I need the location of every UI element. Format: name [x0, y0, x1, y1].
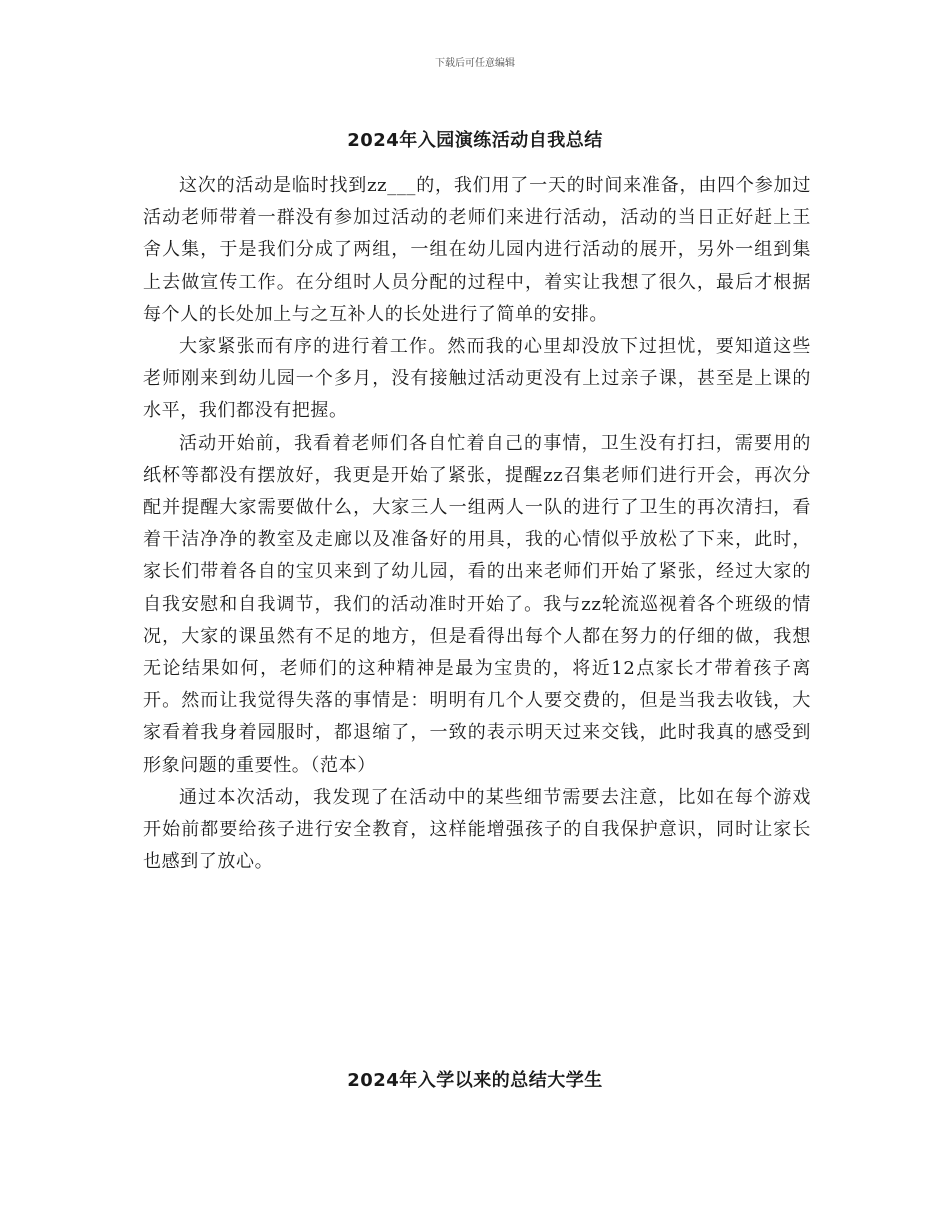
document-body	[143, 170, 811, 878]
paragraph-2: 大家紧张而有序的进行着工作。然而我的心里却没放下过担忧，要知道这些老师刚来到幼儿园一个多月，没有接触过活动更没有上过亲子课，甚至是上课的水平，我们都没有把握。	[143, 336, 811, 422]
paragraph-3: 活动开始前，我看着老师们各自忙着自己的事情，卫生没有打扫，需要用的纸杯等都没有摆放好，我更是开始了紧张，提醒zz召集老师们进行开会，再次分配并提醒大家需要做什么，大家三人一组两人一队的进行了卫生的再次清扫，看着干洁净净的教室及走廊以及准备好的用具，我的心情似乎放松了下来，此时，家长们带着各自的宝贝来到了幼儿园，看的出来老师们开始了紧张，经过大家的自我安慰和自我调节，我们的活动准时开始了。我与zz轮流巡视着各个班级的情况，大家的课虽然有不足的地方，但是看得出每个人都在努力的仔细的做，我想无论结果如何，老师们的这种精神是最为宝贵的，将近12点家长才带着孩子离开。然而让我觉得失落的事情是：明明有几个人要交费的，但是当我去收钱，大家看着我身着园服时，都退缩了，一致的表示明天过来交钱，此时我真的感受到形象问题的重要性。（范本）	[143, 432, 811, 776]
next-section-title: 2024年入学以来的总结大学生	[347, 1070, 603, 1091]
paragraph-4: 通过本次活动，我发现了在活动中的某些细节需要去注意，比如在每个游戏开始前都要给孩子进行安全教育，这样能增强孩子的自我保护意识，同时让家长也感到了放心。	[143, 786, 811, 873]
document-title: 2024年入园演练活动自我总结	[347, 130, 603, 151]
paragraph-1: 这次的活动是临时找到zz___的，我们用了一天的时间来准备，由四个参加过活动老师带着一群没有参加过活动的老师们来进行活动，活动的当日正好赶上王舍人集，于是我们分成了两组，一组在幼儿园内进行活动的展开，另外一组到集上去做宣传工作。在分组时人员分配的过程中，着实让我想了很久，最后才根据每个人的长处加上与之互补人的长处进行了简单的安排。	[143, 175, 811, 325]
header-note: 下载后可任意编辑	[435, 58, 515, 69]
